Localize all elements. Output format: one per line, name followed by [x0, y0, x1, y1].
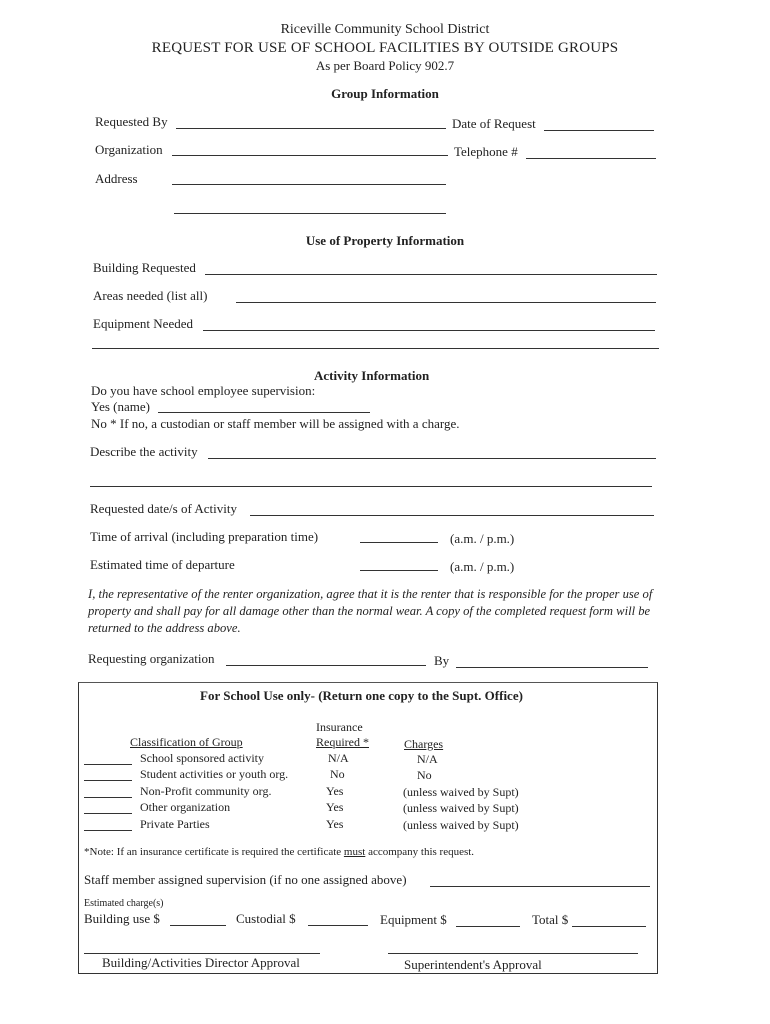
table-row-classification: Non-Profit community org.	[140, 784, 272, 798]
table-row-insurance: Yes	[326, 784, 344, 798]
requested-dates-field[interactable]	[250, 515, 654, 516]
table-row-classification: School sponsored activity	[140, 751, 264, 765]
address-label: Address	[95, 171, 138, 186]
table-row-charges: (unless waived by Supt)	[403, 801, 519, 815]
district-name: Riceville Community School District	[280, 22, 490, 37]
insurance-note	[84, 846, 474, 858]
classification-check-private[interactable]	[84, 830, 132, 831]
director-approval-label: Building/Activities Director Approval	[102, 955, 300, 970]
equipment-needed-label: Equipment Needed	[93, 316, 193, 331]
table-row-charges: No	[417, 768, 432, 782]
areas-needed-field[interactable]	[236, 302, 656, 303]
date-of-request-label: Date of Request	[452, 116, 536, 131]
table-row-insurance: Yes	[326, 800, 344, 814]
estimated-charges-label: Estimated charge(s)	[84, 898, 164, 909]
address-field-line-1[interactable]	[172, 184, 446, 185]
staff-assigned-label: Staff member assigned supervision (if no one assigned above)	[84, 872, 407, 887]
telephone-field[interactable]	[526, 158, 656, 159]
building-requested-field[interactable]	[205, 274, 657, 275]
describe-activity-label: Describe the activity	[90, 444, 198, 459]
equipment-field[interactable]	[456, 926, 520, 927]
table-row-insurance: N/A	[328, 751, 349, 765]
requested-by-field[interactable]	[176, 128, 446, 129]
group-info-heading: Group Information	[331, 86, 439, 101]
superintendent-approval-label: Superintendent's Approval	[404, 957, 542, 972]
time-arrival-ampm: (a.m. / p.m.)	[450, 531, 515, 546]
school-use-heading: For School Use only- (Return one copy to the Supt. Office)	[200, 688, 523, 703]
time-departure-field[interactable]	[360, 570, 438, 571]
building-use-field[interactable]	[170, 925, 226, 926]
areas-needed-label: Areas needed (list all)	[93, 288, 208, 303]
classification-check-student[interactable]	[84, 780, 132, 781]
equipment-needed-field-line-2[interactable]	[92, 348, 659, 349]
insurance-note-prefix: *Note: If an insurance certificate is required the certificate	[84, 846, 344, 858]
superintendent-approval-field[interactable]	[388, 953, 638, 954]
classification-check-nonprofit[interactable]	[84, 797, 132, 798]
table-row-charges: N/A	[417, 752, 438, 766]
time-departure-label: Estimated time of departure	[90, 557, 235, 572]
table-row-charges: (unless waived by Supt)	[403, 785, 519, 799]
table-row-insurance: Yes	[326, 817, 344, 831]
no-note: No * If no, a custodian or staff member will be assigned with a charge.	[91, 416, 460, 431]
insurance-note-suffix: accompany this request.	[365, 846, 475, 858]
activity-info-heading: Activity Information	[314, 368, 430, 383]
organization-label: Organization	[95, 142, 163, 157]
telephone-label: Telephone #	[454, 144, 518, 159]
custodial-label: Custodial $	[236, 911, 296, 926]
insurance-header-top: Insurance	[316, 720, 363, 734]
by-label: By	[434, 653, 450, 668]
total-field[interactable]	[572, 926, 646, 927]
equipment-needed-field[interactable]	[203, 330, 655, 331]
staff-assigned-field[interactable]	[430, 886, 650, 887]
charges-header: Charges	[404, 737, 444, 751]
insurance-note-must: must	[343, 846, 366, 858]
table-row-charges: (unless waived by Supt)	[403, 818, 519, 832]
board-policy: As per Board Policy 902.7	[315, 58, 455, 73]
table-row-classification: Other organization	[140, 800, 231, 814]
classification-check-school[interactable]	[84, 764, 132, 765]
organization-field[interactable]	[172, 155, 448, 156]
table-row-insurance: No	[330, 767, 345, 781]
time-arrival-field[interactable]	[360, 542, 438, 543]
custodial-field[interactable]	[308, 925, 368, 926]
total-label: Total $	[532, 912, 569, 927]
requested-dates-label: Requested date/s of Activity	[90, 501, 237, 516]
table-row-classification: Student activities or youth org.	[140, 767, 289, 781]
time-arrival-label: Time of arrival (including preparation time)	[90, 529, 319, 544]
building-use-label: Building use $	[84, 911, 160, 926]
time-departure-ampm: (a.m. / p.m.)	[450, 559, 515, 574]
classification-header: Classification of Group	[130, 735, 243, 749]
yes-name-label: Yes (name)	[91, 399, 150, 414]
supervision-question: Do you have school employee supervision:	[91, 383, 316, 398]
requested-by-label: Requested By	[95, 114, 168, 129]
classification-check-other[interactable]	[84, 813, 132, 814]
building-requested-label: Building Requested	[93, 260, 196, 275]
describe-activity-field-line-2[interactable]	[90, 486, 652, 487]
insurance-header-bottom: Required *	[316, 735, 369, 749]
yes-name-field[interactable]	[158, 412, 370, 413]
form-title: REQUEST FOR USE OF SCHOOL FACILITIES BY OUTSIDE GROUPS	[151, 40, 619, 56]
requesting-org-label: Requesting organization	[88, 651, 215, 666]
property-info-heading: Use of Property Information	[305, 233, 465, 248]
requesting-org-field[interactable]	[226, 665, 426, 666]
date-of-request-field[interactable]	[544, 130, 654, 131]
director-approval-field[interactable]	[84, 953, 320, 954]
agreement-paragraph: I, the representative of the renter organization, agree that it is the renter that is responsible for the proper use of property and shall pay for all damage other than the normal wear. A copy of the completed request form will be returned to the address above.	[88, 587, 653, 635]
address-field-line-2[interactable]	[174, 213, 446, 214]
describe-activity-field[interactable]	[208, 458, 656, 459]
by-field[interactable]	[456, 667, 648, 668]
table-row-classification: Private Parties	[140, 817, 210, 831]
equipment-label: Equipment $	[380, 912, 447, 927]
